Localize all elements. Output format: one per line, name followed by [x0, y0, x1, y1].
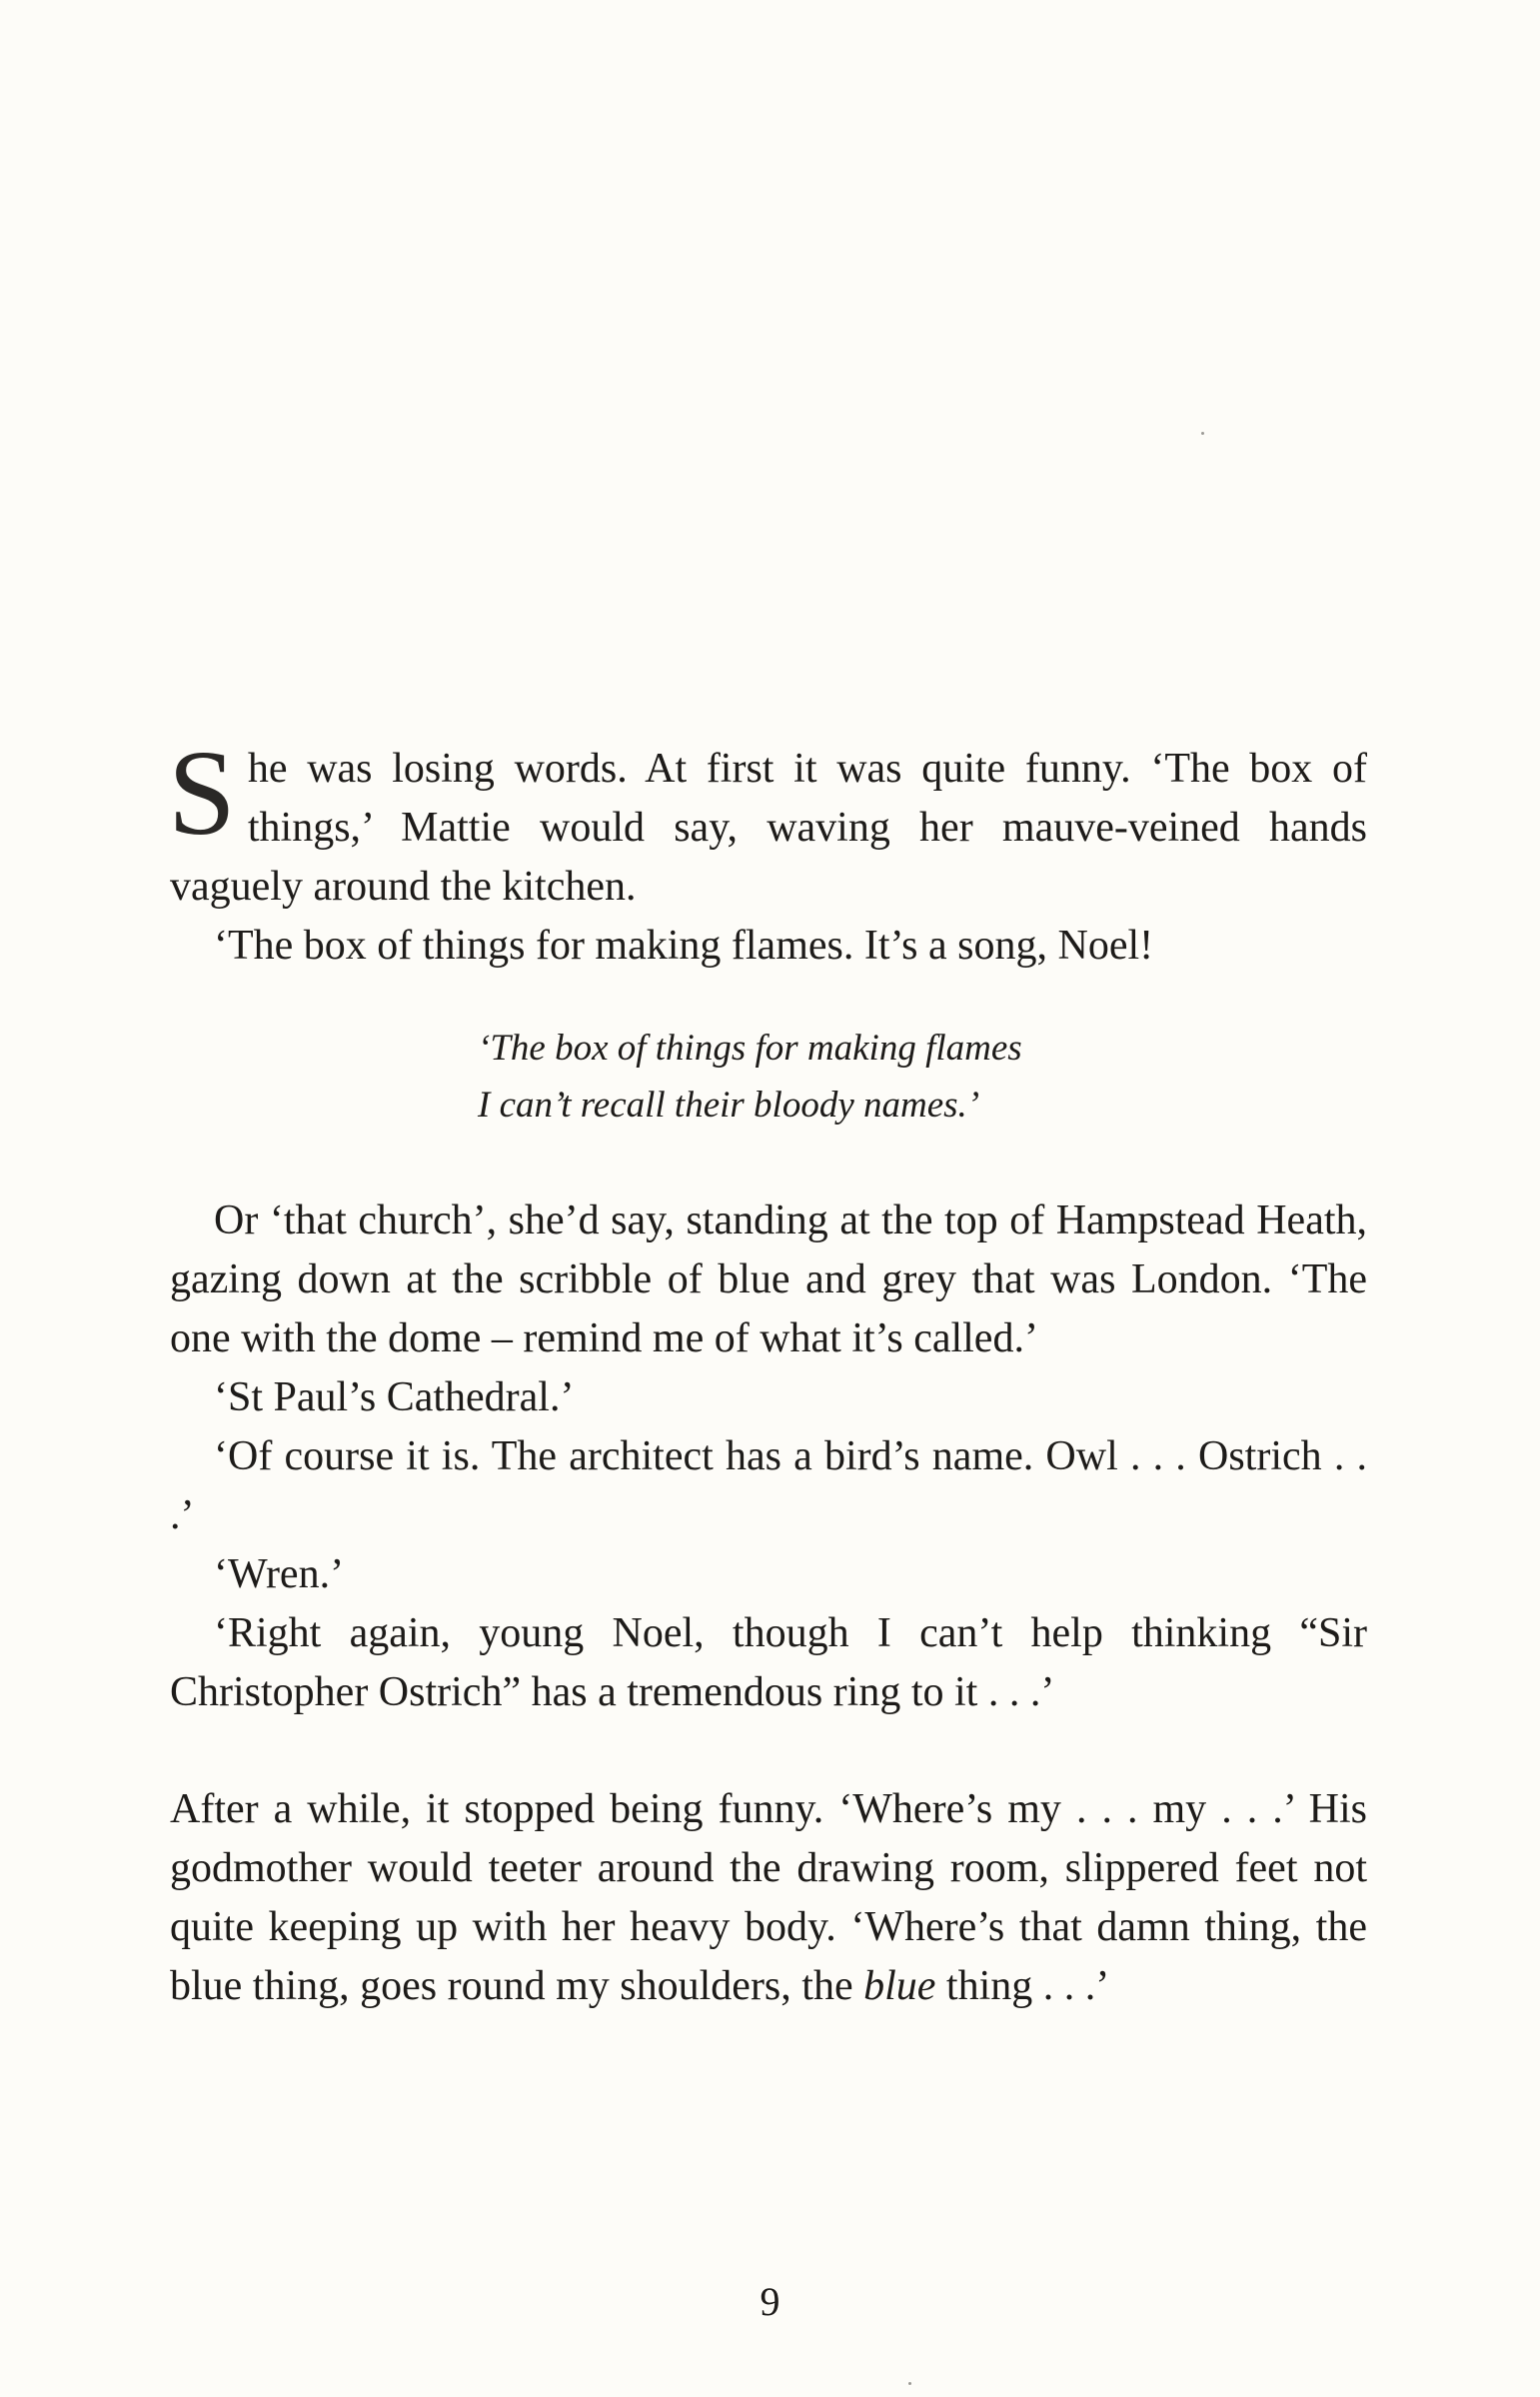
section-break	[170, 1722, 1367, 1780]
paragraph-st-pauls: ‘St Paul’s Cathedral.’	[214, 1374, 575, 1420]
paragraph-not-funny	[170, 1780, 1367, 2016]
paragraph-not-funny-text: After a while, it stopped being funny. ‘Where’s my . . . my . . .’ His godmother would teeter around the drawing room, slippered feet not quite keeping up with her heavy body. ‘Where’s that damn thing, the blue thing, goes round my shoulders, the	[170, 1786, 1367, 2009]
page-body	[168, 726, 1367, 2016]
paragraph-not-funny-end: thing . . .’	[935, 1963, 1110, 2009]
paragraph-church: Or ‘that church’, she’d say, standing at the top of Hampstead Heath, gazing down at the scribble of blue and grey that was London. ‘The one with the dome – remind me of what it’s called.’	[170, 1198, 1367, 1361]
paragraph-wren: ‘Wren.’	[214, 1551, 345, 1597]
drop-cap: S	[168, 726, 236, 861]
verse-block	[478, 1020, 1367, 1134]
verse-line: I can’t recall their bloody names.’	[478, 1085, 980, 1126]
paragraph-architect: ‘Of course it is. The architect has a bird’s name. Owl . . . Ostrich . . .’	[170, 1433, 1367, 1538]
scan-speck	[1201, 432, 1204, 435]
verse-line: ‘The box of things for making flames	[478, 1028, 1022, 1069]
paragraph-song-intro: ‘The box of things for making flames. It’s a song, Noel!	[214, 923, 1154, 969]
page-number: 9	[760, 2279, 780, 2324]
emphasis-word: blue	[863, 1963, 936, 2009]
paragraph-opening-text: he was losing words. At first it was quite funny. ‘The box of things,’ Mattie would say, waving her mauve-veined hands vaguely around the kitchen.	[170, 746, 1367, 910]
paragraph-ostrich: ‘Right again, young Noel, though I can’t help thinking “Sir Christopher Ostrich” has a tremendous ring to it . . .’	[170, 1610, 1367, 1715]
paragraph-opening	[168, 726, 1367, 917]
scan-speck	[908, 2382, 911, 2385]
